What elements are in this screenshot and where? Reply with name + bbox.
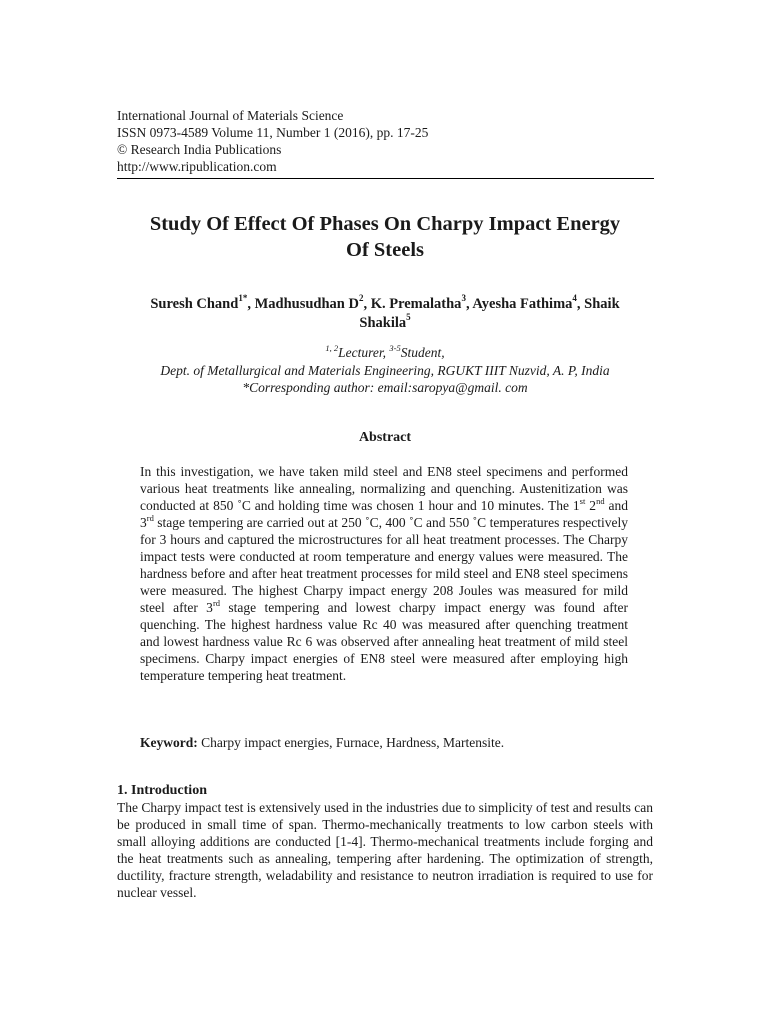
author-name: Suresh Chand (150, 296, 239, 312)
abstract-segment: stage tempering and lowest charpy impact energy was found after quenching. The highest hardness value Rc 40 was measured after quenching treatment and lowest hardness value Rc 6 was observed after annealing heat treatment of mild steel specimens. Charpy impact energies of EN8 steel were measured after employing high temperature tempering heat treatment. (140, 600, 628, 683)
keywords-label: Keyword: (140, 735, 198, 750)
introduction-text: The Charpy impact test is extensively used in the industries due to simplicity of test and results can be produced in small time of span. Thermo-mechanically treatments to low carbon steels with small alloying additions are conducted [1-4]. Thermo-mechanical treatments include forging and the heat treatments such as annealing, tempering after hardening. The optimization of strength, ductility, fracture strength, weladability and resistance to neutron irradiation is required to use for nuclear vessel. (117, 800, 653, 900)
department: Dept. of Metallurgical and Materials Engineering, RGUKT IIIT Nuzvid, A. P, India (160, 362, 610, 378)
role-student: Student, (400, 345, 445, 360)
ordinal-superscript: rd (146, 513, 154, 523)
author-name: Shaik (584, 296, 620, 312)
author-name: Ayesha Fathima (472, 296, 573, 312)
role-superscript: 3-5 (389, 343, 401, 353)
journal-issn: ISSN 0973-4589 Volume 11, Number 1 (2016), pp. 17-25 (117, 125, 429, 140)
author-superscript: 4 (572, 293, 577, 303)
affiliation-block (110, 344, 660, 397)
author-name: Shakila (359, 315, 407, 331)
paper-title (110, 211, 660, 263)
journal-name: International Journal of Materials Science (117, 108, 344, 123)
abstract-segment: and 3 (140, 498, 629, 530)
ordinal-superscript: rd (212, 598, 221, 608)
role-superscript: 1, 2 (325, 343, 339, 353)
author-superscript: 2 (358, 293, 364, 303)
introduction-heading: 1. Introduction (117, 783, 207, 798)
abstract-segment: In this investigation, we have taken mild steel and EN8 steel specimens and performed various heat treatments like annealing, normalizing and quenching. Austenitization was conducted at 850 ˚C and holding time was chosen 1 hour and 10 minutes. The 1 (140, 464, 628, 513)
role-lecturer: Lecturer, (338, 345, 390, 360)
journal-publisher: © Research India Publications (117, 142, 282, 157)
author-superscript: 1* (238, 293, 248, 303)
journal-url[interactable]: http://www.ripublication.com (117, 159, 277, 174)
abstract-heading: Abstract (358, 430, 412, 445)
author-superscript: 3 (461, 293, 466, 303)
ordinal-superscript: st (579, 496, 586, 506)
author-list: Suresh Chand$^{1*}$, Madhusudhan $D^2$, K. Premalatha$^3$, Ayesha Fathima$^4$, Shaik Shakila$^5$ (150, 293, 620, 331)
corresponding-author: *Corresponding author: email:saropya@gmail. com (242, 380, 528, 395)
author-roles (110, 344, 660, 362)
abstract-text (140, 463, 628, 684)
journal-header (117, 107, 653, 175)
keywords-text: Charpy impact energies, Furnace, Hardness, Martensite. (197, 735, 505, 750)
title-line-1: Study Of Effect Of Phases On Charpy Impact Energy (149, 213, 621, 235)
ordinal-superscript: nd (596, 496, 605, 506)
author-name: Madhusudhan D (254, 296, 359, 312)
keywords-line (140, 735, 640, 751)
title-line-2: Of Steels (346, 239, 424, 261)
author-name: K. Premalatha (370, 296, 462, 312)
author-superscript: 5 (406, 312, 411, 322)
abstract-segment: stage tempering are carried out at 250 ˚C, 400 ˚C and 550 ˚C temperatures respectively for 3 hours and captured the microstructures for all heat treatment processes. The Charpy impact tests were conducted at room temperature and energy values were measured. The hardness before and after heat treatment processes for mild steel and EN8 steel specimens were measured. The highest Charpy impact energy 208 Joules was measured for mild steel after 3 (140, 515, 628, 615)
header-divider (117, 178, 654, 179)
abstract-segment: 2 (585, 498, 597, 513)
